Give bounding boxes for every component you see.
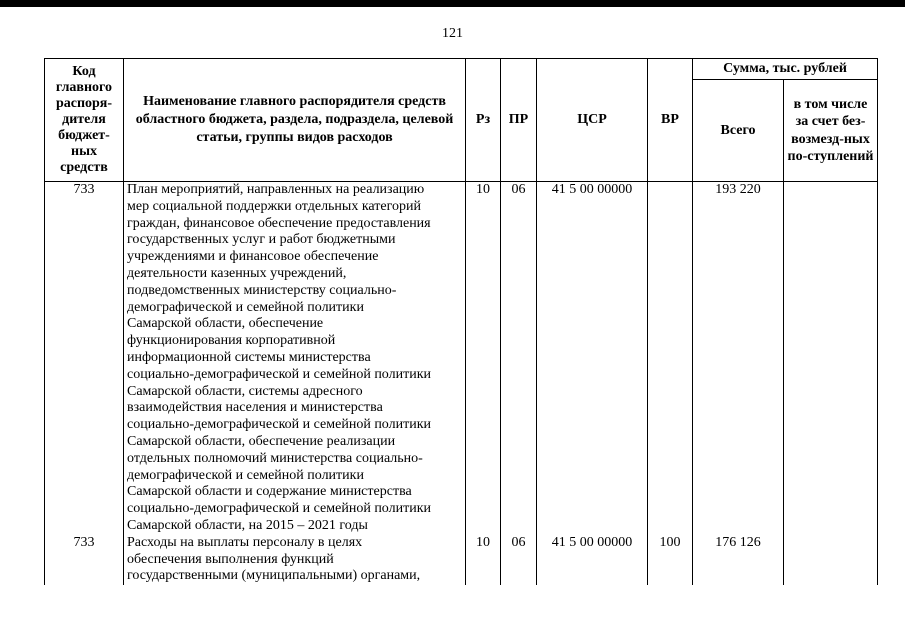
name-line: демографической и семейной политики bbox=[127, 467, 364, 483]
name-line: деятельности казенных учреждений, bbox=[127, 265, 347, 281]
header-rz: Рз bbox=[466, 59, 501, 182]
cell-csr: 41 5 00 00000 bbox=[537, 535, 648, 585]
cell-code: 733 bbox=[45, 182, 124, 535]
name-line: мер социальной поддержки отдельных категорий bbox=[127, 198, 421, 214]
page-number: 121 bbox=[442, 26, 463, 41]
header-row bbox=[45, 59, 878, 80]
name-line: граждан, финансовое обеспечение предоставления bbox=[127, 215, 431, 231]
name-line: социально-демографической и семейной политики bbox=[127, 501, 432, 517]
name-line: Расходы на выплаты персоналу в целях bbox=[127, 534, 363, 550]
name-line: социально-демографической и семейной политики bbox=[127, 366, 432, 382]
cell-pr: 06 bbox=[501, 182, 537, 535]
name-line: Самарской области, на 2015 – 2021 годы bbox=[127, 517, 368, 533]
cell-code: 733 bbox=[45, 535, 124, 585]
name-line: взаимодействия населения и министерства bbox=[127, 400, 383, 416]
cell-total: 176 126 bbox=[693, 535, 784, 585]
header-vr: ВР bbox=[648, 59, 693, 182]
header-pr: ПР bbox=[501, 59, 537, 182]
name-line: План мероприятий, направленных на реализацию bbox=[127, 182, 425, 197]
name-line: функционирования корпоративной bbox=[127, 333, 336, 349]
table-body bbox=[45, 182, 878, 586]
cell-csr: 41 5 00 00000 bbox=[537, 182, 648, 535]
cell-vr: 100 bbox=[648, 535, 693, 585]
table-row bbox=[45, 182, 878, 535]
cell-free-receipts bbox=[784, 535, 878, 585]
name-line: социально-демографической и семейной политики bbox=[127, 417, 432, 433]
name-line: Самарской области, обеспечение bbox=[127, 316, 324, 332]
cell-name bbox=[124, 535, 466, 585]
header-free-receipts: в том числе за счет без-возмезд-ных по-ступлений bbox=[784, 80, 878, 182]
page-top-border bbox=[0, 0, 905, 7]
name-line: государственными (муниципальными) органами, bbox=[127, 568, 421, 584]
name-line: информационной системы министерства bbox=[127, 349, 371, 365]
cell-free-receipts bbox=[784, 182, 878, 535]
name-line: демографической и семейной политики bbox=[127, 299, 364, 315]
cell-name bbox=[124, 182, 466, 535]
name-line: Самарской области, обеспечение реализации bbox=[127, 433, 396, 449]
cell-total: 193 220 bbox=[693, 182, 784, 535]
cell-pr: 06 bbox=[501, 535, 537, 585]
header-code: Код главного распоря-дителя бюджет-ных средств bbox=[45, 59, 124, 182]
header-total: Всего bbox=[693, 80, 784, 182]
header-sum: Сумма, тыс. рублей bbox=[693, 59, 878, 80]
budget-table bbox=[44, 58, 878, 585]
cell-vr bbox=[648, 182, 693, 535]
name-line: Самарской области и содержание министерства bbox=[127, 484, 412, 500]
table-row bbox=[45, 535, 878, 585]
name-line: Самарской области, системы адресного bbox=[127, 383, 363, 399]
header-name: Наименование главного распорядителя средств областного бюджета, раздела, подраздела, целевой статьи, группы видов расходов bbox=[124, 59, 466, 182]
cell-rz: 10 bbox=[466, 535, 501, 585]
name-line: государственных услуг и работ бюджетными bbox=[127, 232, 396, 248]
name-line: обеспечения выполнения функций bbox=[127, 551, 334, 567]
header-csr: ЦСР bbox=[537, 59, 648, 182]
cell-rz: 10 bbox=[466, 182, 501, 535]
name-line: подведомственных министерству социально- bbox=[127, 282, 397, 298]
name-line: отдельных полномочий министерства социально- bbox=[127, 450, 423, 466]
name-line: учреждениями и финансовое обеспечение bbox=[127, 249, 379, 265]
